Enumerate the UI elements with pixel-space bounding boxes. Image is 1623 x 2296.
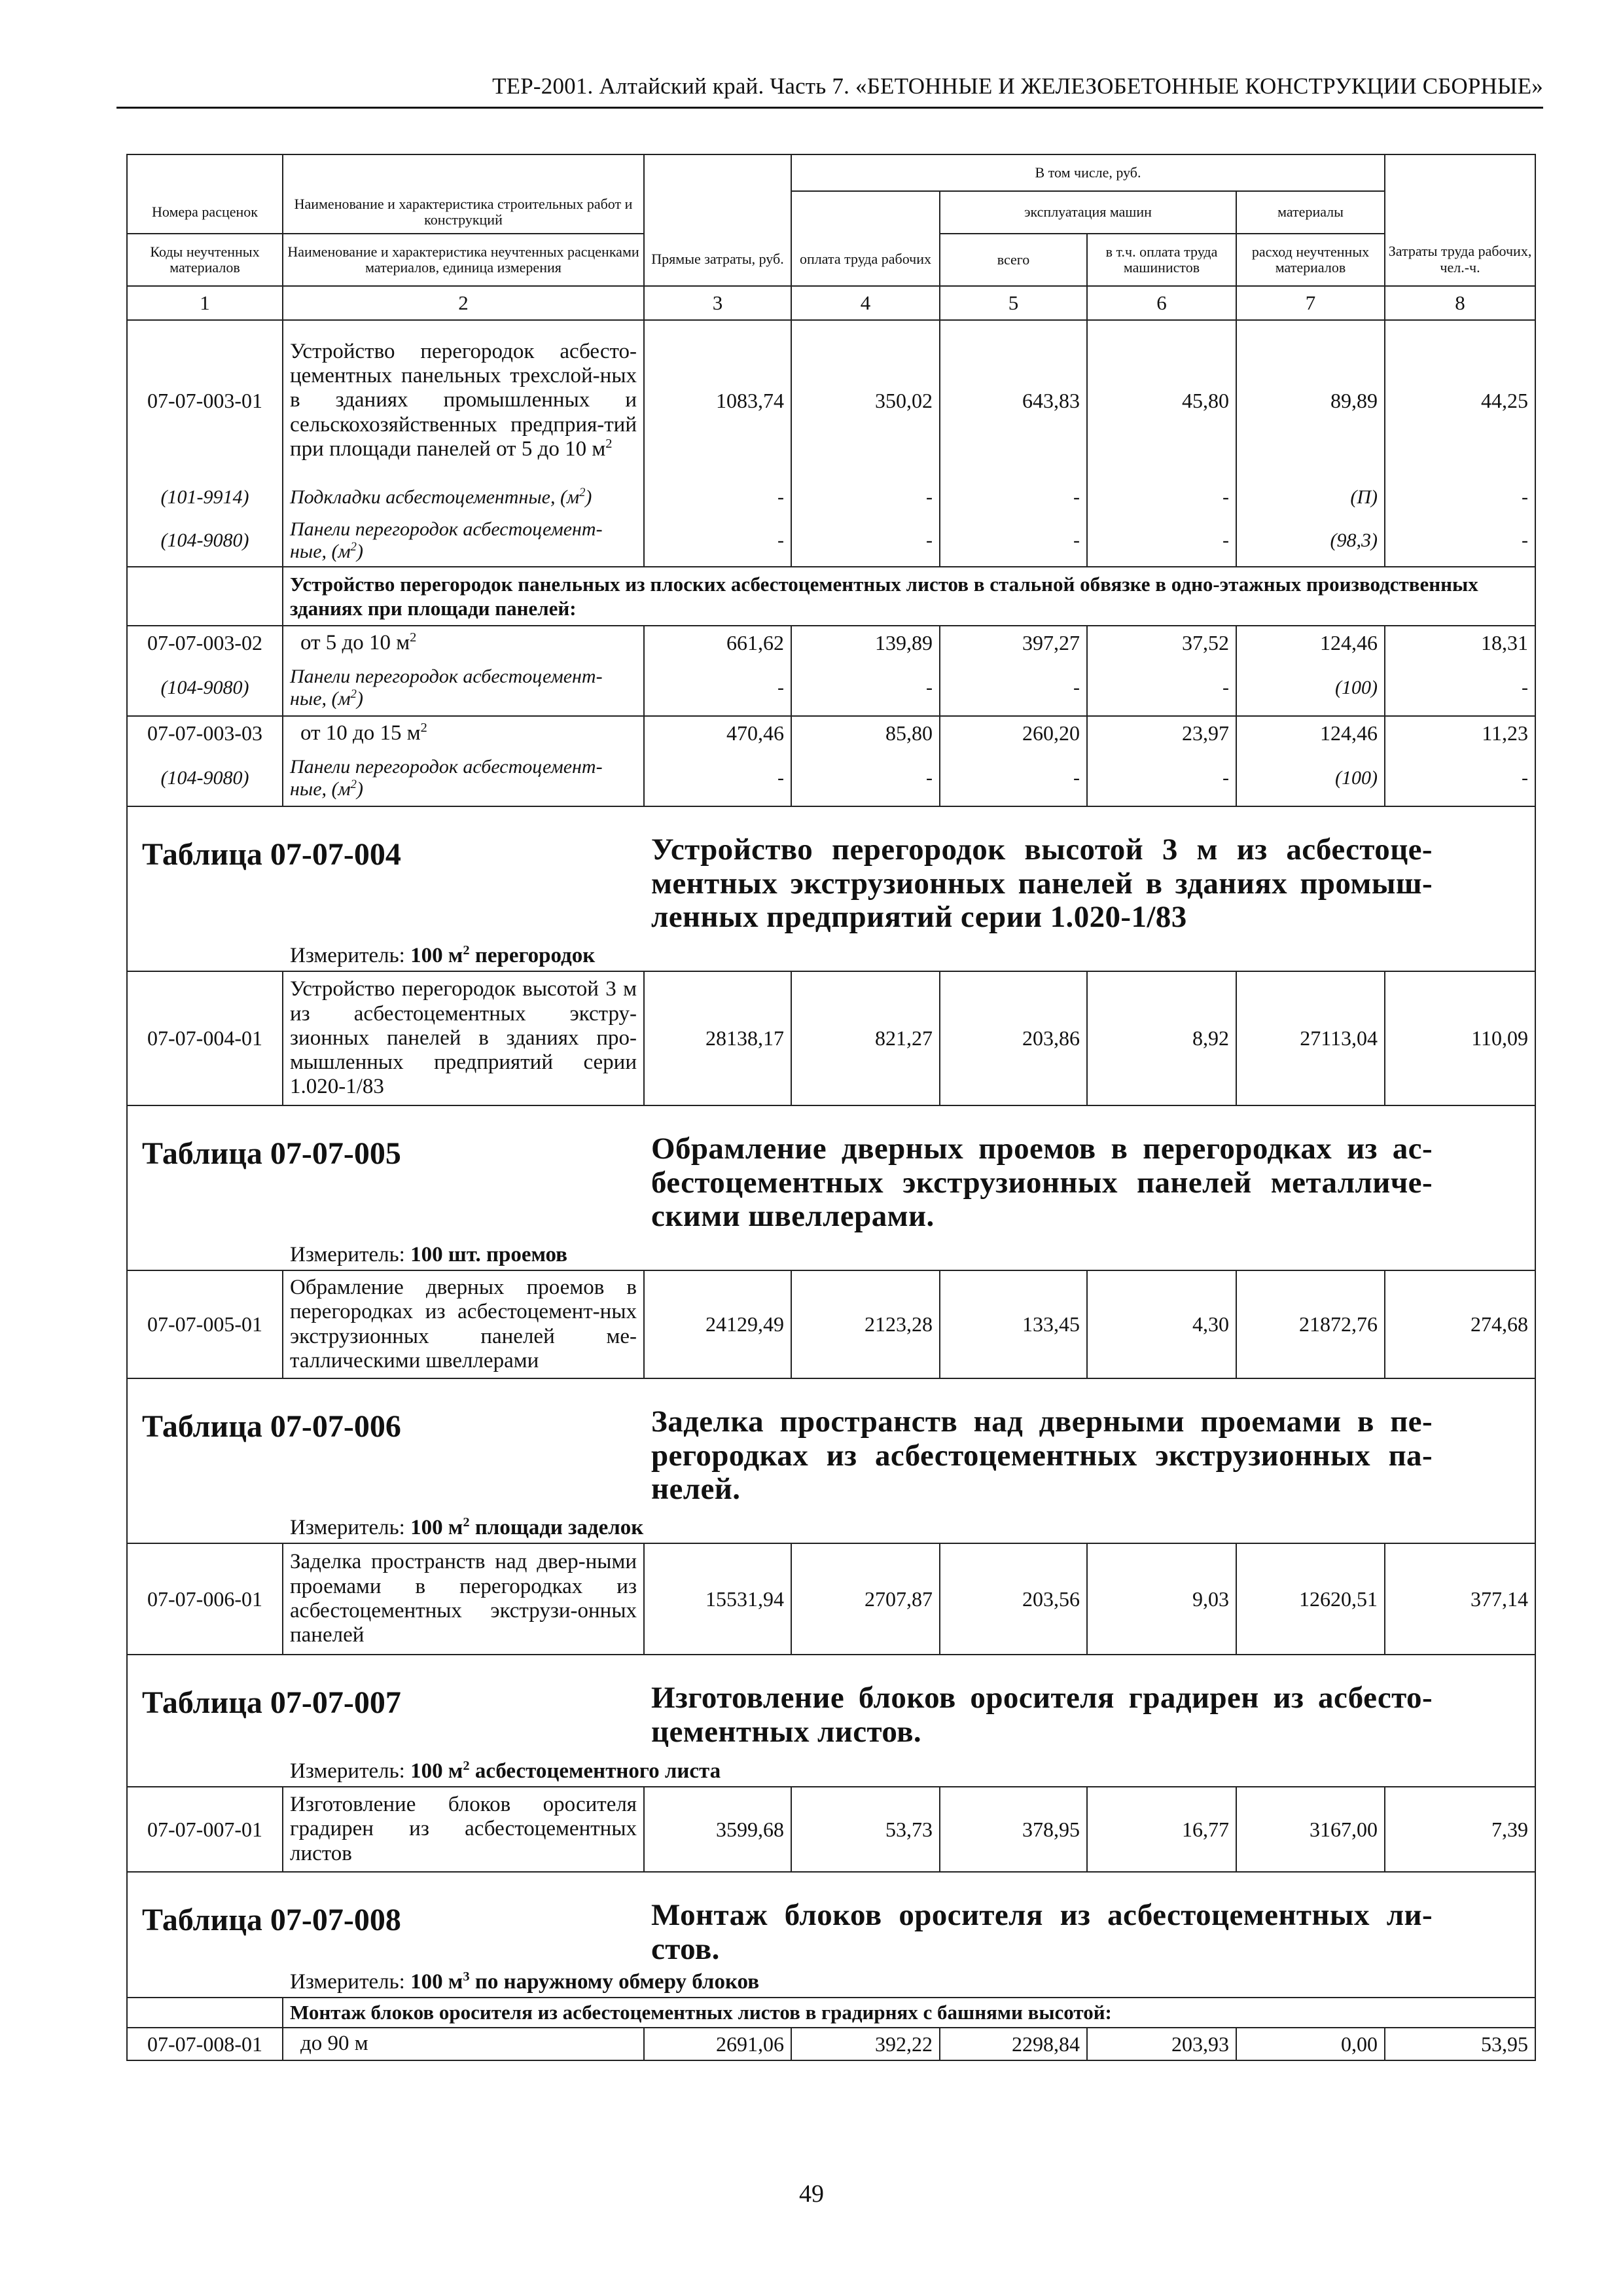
- table-unit: Измеритель: 100 $м^2$ перегородок: [290, 942, 596, 967]
- table-title: Устройство перегородок высотой 3 м из асбестоце-ментных экструзионных панелей в зданиях промыш-ленных предприятий серии 1.020-1/83: [651, 833, 1433, 935]
- materials-cost: 89,89: [1236, 320, 1385, 480]
- header-rule: [116, 107, 1543, 109]
- materials-cost: 0,00: [1236, 2028, 1385, 2060]
- table-unit: Измеритель: 100 $м^3$ по наружному обмеру блоков: [290, 1969, 760, 1994]
- labor-hours: 110,09: [1385, 971, 1535, 1105]
- machines-total: 203,56: [940, 1543, 1087, 1655]
- header-cell: [1385, 191, 1535, 234]
- dash: -: [791, 750, 940, 806]
- dash: -: [940, 514, 1087, 567]
- dash: -: [940, 750, 1087, 806]
- machinists-pay: 37,52: [1087, 626, 1236, 660]
- rate-code: 07-07-003-01: [127, 320, 283, 480]
- header-col2-top: Наименование и характеристика строительных работ и конструкций: [283, 191, 644, 234]
- table-section-007: [127, 1655, 1535, 1787]
- material-name: Подкладки асбестоцементные, $(м^2)$: [283, 480, 644, 514]
- materials-cost: 3167,00: [1236, 1787, 1385, 1872]
- dash: -: [1385, 660, 1535, 716]
- header-cell: [1385, 154, 1535, 191]
- machinists-pay: 203,93: [1087, 2028, 1236, 2060]
- direct-cost: 661,62: [644, 626, 791, 660]
- labor-pay: 2707,87: [791, 1543, 940, 1655]
- table-title: Обрамление дверных проемов в перегородках из ас-бестоцементных экструзионных панелей металличе-скими швеллерами.: [651, 1132, 1433, 1234]
- group-heading: Монтаж блоков оросителя из асбестоцементных листов в градирнях с башнями высотой:: [283, 1998, 1535, 2028]
- material-qty: (100): [1236, 750, 1385, 806]
- dash: -: [1385, 514, 1535, 567]
- labor-pay: 53,73: [791, 1787, 940, 1872]
- labor-hours: 53,95: [1385, 2028, 1535, 2060]
- materials-cost: 27113,04: [1236, 971, 1385, 1105]
- labor-pay: 139,89: [791, 626, 940, 660]
- group-heading: Устройство перегородок панельных из плоских асбестоцементных листов в стальной обвязке в одно-этажных производственных зданиях при площади панелей:: [283, 567, 1535, 626]
- materials-cost: 124,46: [1236, 626, 1385, 660]
- labor-pay: 821,27: [791, 971, 940, 1105]
- table-unit: Измеритель: 100 $м^2$ площади заделок: [290, 1515, 644, 1539]
- table-unit: Измеритель: 100 $м^2$ асбестоцементного листа: [290, 1758, 721, 1783]
- dash: -: [791, 514, 940, 567]
- rates-table: [126, 154, 1536, 2061]
- direct-cost: 28138,17: [644, 971, 791, 1105]
- table-title: Монтаж блоков оросителя из асбестоцементных ли-стов.: [651, 1898, 1433, 1966]
- column-number: 6: [1087, 286, 1236, 320]
- direct-cost: 24129,49: [644, 1270, 791, 1378]
- dash: -: [1385, 480, 1535, 514]
- material-qty: (100): [1236, 660, 1385, 716]
- machines-total: 203,86: [940, 971, 1087, 1105]
- material-code: (104-9080): [127, 514, 283, 567]
- material-code: (104-9080): [127, 660, 283, 716]
- header-cell: [283, 154, 644, 191]
- dash: -: [1087, 660, 1236, 716]
- empty-cell: [127, 1998, 283, 2028]
- rate-code: 07-07-006-01: [127, 1543, 283, 1655]
- table-number: Таблица 07-07-006: [142, 1409, 401, 1444]
- dash: -: [1087, 750, 1236, 806]
- machines-total: 643,83: [940, 320, 1087, 480]
- header-materials: материалы: [1236, 191, 1385, 234]
- rate-name: Устройство перегородок высотой 3 м из асбестоцементных экстру-зионных панелей в зданиях про-мышленных предприятий серии 1.020-1/83: [283, 971, 644, 1105]
- machinists-pay: 8,92: [1087, 971, 1236, 1105]
- machinists-pay: 45,80: [1087, 320, 1236, 480]
- labor-hours: 274,68: [1385, 1270, 1535, 1378]
- running-head: ТЕР-2001. Алтайский край. Часть 7. «БЕТОННЫЕ И ЖЕЛЕЗОБЕТОННЫЕ КОНСТРУКЦИИ СБОРНЫЕ»: [492, 73, 1543, 99]
- header-col4: оплата труда рабочих: [791, 234, 940, 286]
- materials-cost: 12620,51: [1236, 1543, 1385, 1655]
- material-qty: (98,3): [1236, 514, 1385, 567]
- rate-name: Изготовление блоков оросителя градирен из асбестоцементных листов: [283, 1787, 644, 1872]
- dash: -: [940, 480, 1087, 514]
- direct-cost: 470,46: [644, 716, 791, 750]
- rate-name: от 5 до 10 $м^2$: [283, 626, 644, 660]
- table-number: Таблица 07-07-005: [142, 1136, 401, 1171]
- page-number: 49: [799, 2180, 824, 2208]
- header-col8: Затраты труда рабочих, чел.-ч.: [1385, 234, 1535, 286]
- header-col1-top: Номера расценок: [127, 191, 283, 234]
- machines-total: 133,45: [940, 1270, 1087, 1378]
- dash: -: [791, 480, 940, 514]
- labor-pay: 2123,28: [791, 1270, 940, 1378]
- header-col1-bottom: Коды неучтенных материалов: [127, 234, 283, 286]
- header-machines: эксплуатация машин: [940, 191, 1236, 234]
- table-title: Изготовление блоков оросителя градирен из асбесто-цементных листов.: [651, 1681, 1433, 1749]
- materials-cost: 21872,76: [1236, 1270, 1385, 1378]
- dash: -: [644, 514, 791, 567]
- table-title: Заделка пространств над дверными проемами в пе-регородках из асбестоцементных экструзионных па-нелей.: [651, 1405, 1433, 1507]
- header-cell: [644, 191, 791, 234]
- table-number: Таблица 07-07-007: [142, 1685, 401, 1720]
- header-col3: Прямые затраты, руб.: [644, 234, 791, 286]
- material-code: (104-9080): [127, 750, 283, 806]
- machines-total: 397,27: [940, 626, 1087, 660]
- dash: -: [940, 660, 1087, 716]
- machines-total: 378,95: [940, 1787, 1087, 1872]
- rate-code: 07-07-003-02: [127, 626, 283, 660]
- header-col6: в т.ч. оплата труда машинистов: [1087, 234, 1236, 286]
- table-number: Таблица 07-07-008: [142, 1903, 401, 1937]
- material-code: (101-9914): [127, 480, 283, 514]
- dash: -: [1385, 750, 1535, 806]
- direct-cost: 2691,06: [644, 2028, 791, 2060]
- labor-hours: 44,25: [1385, 320, 1535, 480]
- dash: -: [791, 660, 940, 716]
- table-section-006: [127, 1378, 1535, 1543]
- rate-name: до 90 м: [283, 2028, 644, 2060]
- materials-cost: 124,46: [1236, 716, 1385, 750]
- header-cell: [791, 191, 940, 234]
- material-name: Панели перегородок асбестоцемент-ные, $(м^2)$: [283, 514, 644, 567]
- material-name: Панели перегородок асбестоцемент-ные, $(м^2)$: [283, 660, 644, 716]
- header-cell: [127, 154, 283, 191]
- rate-name: Заделка пространств над двер-ными проемами в перегородках из асбестоцементных экструзи-онных панелей: [283, 1543, 644, 1655]
- header-col7: расход неучтенных материалов: [1236, 234, 1385, 286]
- dash: -: [1087, 480, 1236, 514]
- header-col5: всего: [940, 234, 1087, 286]
- machines-total: 2298,84: [940, 2028, 1087, 2060]
- table-unit: Измеритель: 100 шт. проемов: [290, 1242, 568, 1266]
- rate-code: 07-07-008-01: [127, 2028, 283, 2060]
- column-number: 3: [644, 286, 791, 320]
- column-number: 5: [940, 286, 1087, 320]
- table-number: Таблица 07-07-004: [142, 837, 401, 872]
- dash: -: [1087, 514, 1236, 567]
- direct-cost: 1083,74: [644, 320, 791, 480]
- labor-hours: 7,39: [1385, 1787, 1535, 1872]
- header-incl: В том числе, руб.: [791, 154, 1385, 191]
- labor-hours: 377,14: [1385, 1543, 1535, 1655]
- direct-cost: 15531,94: [644, 1543, 791, 1655]
- table-section-008: [127, 1872, 1535, 1998]
- material-name: Панели перегородок асбестоцемент-ные, $(м^2)$: [283, 750, 644, 806]
- empty-cell: [127, 567, 283, 626]
- machinists-pay: 23,97: [1087, 716, 1236, 750]
- labor-hours: 18,31: [1385, 626, 1535, 660]
- rate-code: 07-07-003-03: [127, 716, 283, 750]
- rate-name: Устройство перегородок асбесто-цементных панельных трехслой-ных в зданиях промышленных и сельскохозяйственных предприя-тий при площади панелей от 5 до 10 $м^2$: [283, 320, 644, 480]
- header-cell: [644, 154, 791, 191]
- column-number: 8: [1385, 286, 1535, 320]
- machinists-pay: 16,77: [1087, 1787, 1236, 1872]
- machinists-pay: 9,03: [1087, 1543, 1236, 1655]
- rate-code: 07-07-004-01: [127, 971, 283, 1105]
- column-number: 2: [283, 286, 644, 320]
- labor-pay: 350,02: [791, 320, 940, 480]
- header-col2-bottom: Наименование и характеристика неучтенных расценками материалов, единица измерения: [283, 234, 644, 286]
- direct-cost: 3599,68: [644, 1787, 791, 1872]
- column-number: 7: [1236, 286, 1385, 320]
- material-qty: (П): [1236, 480, 1385, 514]
- table-section-004: [127, 806, 1535, 971]
- labor-pay: 392,22: [791, 2028, 940, 2060]
- machinists-pay: 4,30: [1087, 1270, 1236, 1378]
- rate-name: Обрамление дверных проемов в перегородках из асбестоцемент-ных экструзионных панелей ме-таллическими швеллерами: [283, 1270, 644, 1378]
- dash: -: [644, 750, 791, 806]
- rate-name: от 10 до 15 $м^2$: [283, 716, 644, 750]
- column-number: 4: [791, 286, 940, 320]
- labor-pay: 85,80: [791, 716, 940, 750]
- column-number: 1: [127, 286, 283, 320]
- labor-hours: 11,23: [1385, 716, 1535, 750]
- machines-total: 260,20: [940, 716, 1087, 750]
- dash: -: [644, 480, 791, 514]
- rate-code: 07-07-007-01: [127, 1787, 283, 1872]
- table-section-005: [127, 1105, 1535, 1270]
- rate-code: 07-07-005-01: [127, 1270, 283, 1378]
- dash: -: [644, 660, 791, 716]
